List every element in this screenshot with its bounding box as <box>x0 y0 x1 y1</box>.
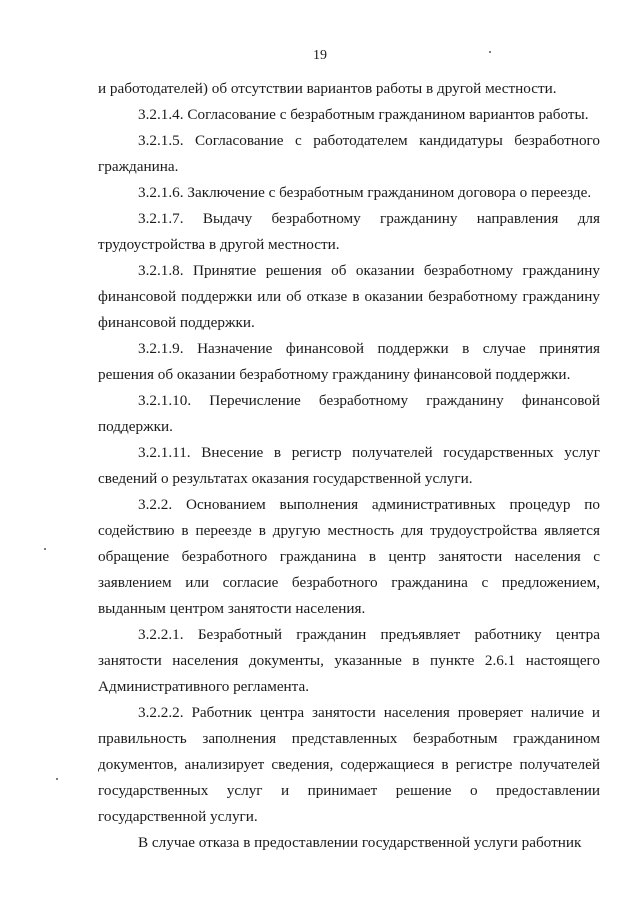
scan-speck <box>44 548 46 550</box>
paragraph-3-2-1-7: 3.2.1.7. Выдачу безработному гражданину направления для трудоустройства в другой местности. <box>98 210 600 253</box>
paragraph-continuation: и работодателей) об отсутствии вариантов работы в другой местности. <box>98 80 557 97</box>
paragraph-3-2-2-2: 3.2.2.2. Работник центра занятости населения проверяет наличие и правильность заполнения представленных безработным гражданином документов, анализирует сведения, содержащиеся в регистре получателей государственных услуг и принимает решение о предоставлении государственной услуги. <box>98 704 600 825</box>
paragraph-3-2-2-1: 3.2.2.1. Безработный гражданин предъявляет работнику центра занятости населения документы, указанные в пункте 2.6.1 настоящего Административного регламента. <box>98 626 600 695</box>
scan-speck <box>56 778 58 780</box>
paragraph-3-2-1-8: 3.2.1.8. Принятие решения об оказании безработному гражданину финансовой поддержки или об отказе в оказании безработному гражданину финансовой поддержки. <box>98 262 600 331</box>
paragraph-3-2-1-5: 3.2.1.5. Согласование с работодателем кандидатуры безработного гражданина. <box>98 132 600 175</box>
scan-speck <box>489 51 491 53</box>
paragraph-3-2-1-11: 3.2.1.11. Внесение в регистр получателей государственных услуг сведений о результатах оказания государственной услуги. <box>98 444 600 487</box>
paragraph-3-2-1-9: 3.2.1.9. Назначение финансовой поддержки в случае принятия решения об оказании безработному гражданину финансовой поддержки. <box>98 340 600 383</box>
paragraph-3-2-2: 3.2.2. Основанием выполнения административных процедур по содействию в переезде в другую местность для трудоустройства является обращение безработного гражданина в центр занятости населения с заявлением или согласие безработного гражданина с предложением, выданным центром занятости населения. <box>98 496 600 617</box>
paragraph-3-2-1-10: 3.2.1.10. Перечисление безработному гражданину финансовой поддержки. <box>98 392 600 435</box>
paragraph-3-2-1-6: 3.2.1.6. Заключение с безработным гражданином договора о переезде. <box>138 184 592 201</box>
paragraph-3-2-1-4: 3.2.1.4. Согласование с безработным гражданином вариантов работы. <box>138 106 589 123</box>
text-body <box>98 76 600 856</box>
page-number: 19 <box>313 48 327 63</box>
paragraph-refusal-case: В случае отказа в предоставлении государственной услуги работник <box>138 834 582 851</box>
